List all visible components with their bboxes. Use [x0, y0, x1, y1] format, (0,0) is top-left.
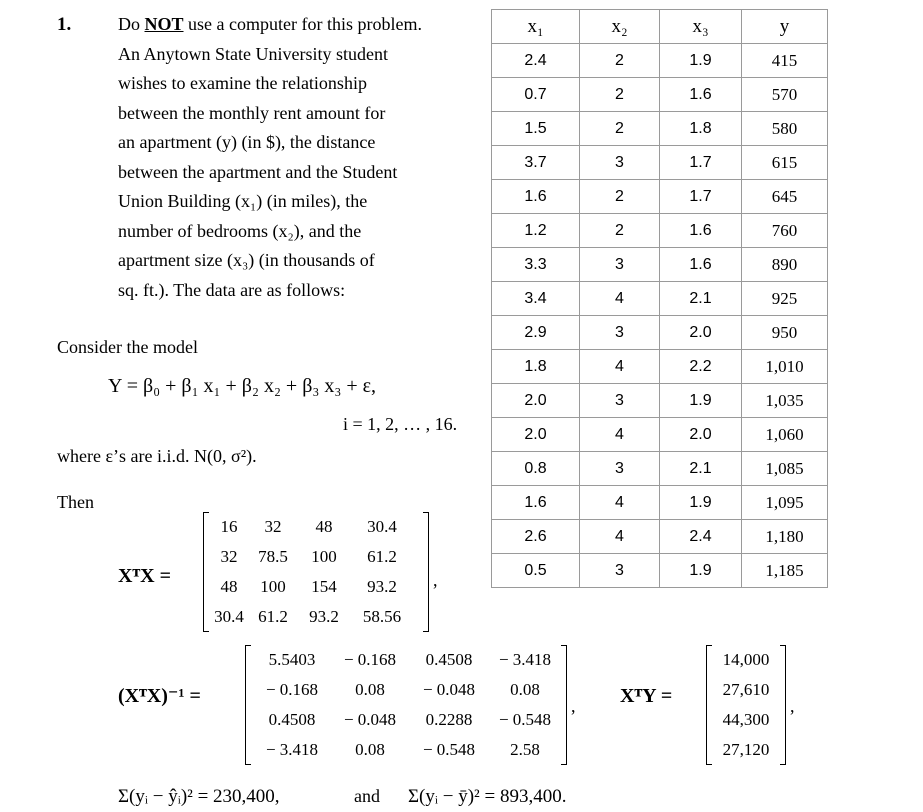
header-y: y: [742, 10, 828, 44]
xty-label: XᵀY =: [620, 685, 673, 707]
error-assumption: where ε’s are i.i.d. N(0, σ²).: [57, 446, 257, 466]
matrix-cell: − 3.418: [498, 650, 552, 669]
table-cell: 1.7: [660, 146, 742, 180]
table-cell: 2.0: [492, 384, 580, 418]
matrix-cell: 30.4: [214, 607, 244, 626]
line1-pre: Do: [118, 14, 145, 34]
header-x1: x₁: [492, 10, 580, 44]
table-row: [492, 316, 828, 350]
table-cell: 1.6: [660, 248, 742, 282]
table-cell: 645: [742, 180, 828, 214]
matrix-cell: − 0.168: [265, 680, 319, 699]
problem-line: Union Building (x₁) (in miles), the: [118, 191, 368, 211]
table-cell: 2: [580, 214, 660, 248]
problem-line: number of bedrooms (x₂), and the: [118, 220, 362, 241]
table-cell: 2: [580, 180, 660, 214]
table-row: [492, 112, 828, 146]
matrix-cell: − 0.548: [422, 740, 476, 759]
matrix-cell: 154: [311, 577, 337, 596]
matrix-row: [203, 512, 429, 542]
table-row: [492, 384, 828, 418]
table-cell: 950: [742, 316, 828, 350]
table-cell: 1.7: [660, 180, 742, 214]
matrix-row: [245, 675, 567, 705]
table-cell: 1,180: [742, 520, 828, 554]
matrix-cell: 32: [220, 547, 238, 566]
table-cell: 1.9: [660, 384, 742, 418]
matrix-cell: 48: [315, 517, 333, 536]
problem-line: An Anytown State University student: [118, 43, 388, 64]
table-cell: 1.8: [660, 112, 742, 146]
matrix-cell: − 0.048: [422, 680, 476, 699]
table-cell: 4: [580, 350, 660, 384]
table-cell: 2.1: [660, 452, 742, 486]
table-cell: 925: [742, 282, 828, 316]
matrix-cell: − 0.548: [498, 710, 552, 729]
table-cell: 4: [580, 520, 660, 554]
table-cell: 0.5: [492, 554, 580, 588]
table-cell: 1.5: [492, 112, 580, 146]
matrix-cell: 93.2: [367, 577, 397, 596]
matrix-cell: 61.2: [258, 607, 288, 626]
matrix-cell: 14,000: [722, 650, 770, 669]
table-row: [492, 554, 828, 588]
table-cell: 2.4: [492, 44, 580, 78]
table-cell: 1.9: [660, 486, 742, 520]
sst-expression: Σ(yᵢ − ȳ)² = 893,400.: [408, 786, 567, 807]
table-cell: 1,185: [742, 554, 828, 588]
matrix-row: [203, 572, 429, 602]
table-cell: 3.4: [492, 282, 580, 316]
header-x2: x₂: [580, 10, 660, 44]
consider-text: Consider the model: [57, 337, 198, 357]
xtx-inverse-label: (XᵀX)⁻¹ =: [118, 685, 201, 707]
matrix-row: [245, 645, 567, 675]
matrix-cell: 48: [220, 577, 238, 596]
matrix-cell: 0.08: [355, 740, 385, 759]
table-cell: 2.2: [660, 350, 742, 384]
table-row: [492, 452, 828, 486]
matrix-cell: 0.2288: [425, 710, 473, 729]
matrix-cell: 0.4508: [268, 710, 316, 729]
table-cell: 2.1: [660, 282, 742, 316]
table-cell: 1.6: [492, 180, 580, 214]
table-row: [492, 180, 828, 214]
problem-line: sq. ft.). The data are as follows:: [118, 279, 346, 300]
data-table: [491, 9, 828, 588]
table-cell: 1.9: [660, 554, 742, 588]
matrix-cell: 32: [264, 517, 282, 536]
matrix-cell: 0.08: [510, 680, 540, 699]
table-cell: 2.0: [660, 418, 742, 452]
table-cell: 2: [580, 44, 660, 78]
table-cell: 0.8: [492, 452, 580, 486]
table-cell: 2: [580, 112, 660, 146]
table-cell: 1,035: [742, 384, 828, 418]
matrix-row: [706, 705, 786, 735]
table-cell: 3: [580, 554, 660, 588]
table-cell: 1,010: [742, 350, 828, 384]
matrix-row: [245, 705, 567, 735]
table-cell: 1.6: [660, 214, 742, 248]
table-row: [492, 214, 828, 248]
table-cell: 2: [580, 78, 660, 112]
line1-post: use a computer for this problem.: [183, 14, 422, 34]
problem-line: apartment size (x₃) (in thousands of: [118, 250, 375, 270]
matrix-row: [203, 542, 429, 572]
problem-line-1: [118, 10, 478, 40]
table-cell: 4: [580, 282, 660, 316]
matrix-cell: 5.5403: [268, 650, 316, 669]
sse-expression: Σ(yᵢ − ŷᵢ)² = 230,400,: [118, 786, 280, 807]
table-cell: 1.2: [492, 214, 580, 248]
table-cell: 3: [580, 146, 660, 180]
problem-line: an apartment (y) (in $), the distance: [118, 132, 376, 152]
table-cell: 4: [580, 486, 660, 520]
index-range: i = 1, 2, … , 16.: [343, 414, 458, 434]
matrix-cell: 100: [260, 577, 286, 596]
table-cell: 3.3: [492, 248, 580, 282]
problem-line: wishes to examine the relationship: [118, 73, 367, 93]
matrix-cell: 16: [220, 517, 238, 536]
matrix-row: [706, 735, 786, 765]
table-cell: 1,095: [742, 486, 828, 520]
table-cell: 0.7: [492, 78, 580, 112]
matrix-cell: − 3.418: [265, 740, 319, 759]
table-cell: 1.9: [660, 44, 742, 78]
table-cell: 3: [580, 248, 660, 282]
table-cell: 2.6: [492, 520, 580, 554]
problem-line: between the monthly rent amount for: [118, 102, 386, 123]
table-cell: 2.0: [660, 316, 742, 350]
matrix-cell: 100: [311, 547, 337, 566]
matrix-cell: 2.58: [510, 740, 540, 759]
table-row: [492, 146, 828, 180]
matrix-cell: 30.4: [367, 517, 397, 536]
table-cell: 1.6: [660, 78, 742, 112]
table-row: [492, 486, 828, 520]
xtx-label: XᵀX =: [118, 565, 171, 587]
table-cell: 760: [742, 214, 828, 248]
table-row: [492, 44, 828, 78]
and-text: and: [354, 786, 380, 806]
problem-line: between the apartment and the Student: [118, 161, 398, 182]
table-row: [492, 418, 828, 452]
table-cell: 4: [580, 418, 660, 452]
table-row: [492, 78, 828, 112]
model-equation: Y = β₀ + β₁ x₁ + β₂ x₂ + β₃ x₃ + ε,: [108, 375, 377, 397]
matrix-row: [245, 735, 567, 765]
matrix-row: [706, 645, 786, 675]
xtx-inverse-matrix: [245, 645, 567, 765]
table-cell: 1,060: [742, 418, 828, 452]
table-cell: 3: [580, 452, 660, 486]
matrix-cell: 58.56: [362, 607, 402, 626]
xtx-matrix: [203, 512, 429, 632]
matrix-cell: 78.5: [258, 547, 288, 566]
table-cell: 415: [742, 44, 828, 78]
xty-comma: ,: [790, 696, 795, 716]
table-cell: 2.9: [492, 316, 580, 350]
table-row: [492, 350, 828, 384]
table-cell: 2.4: [660, 520, 742, 554]
table-header-row: [492, 10, 828, 44]
matrix-cell: − 0.048: [343, 710, 397, 729]
matrix-cell: − 0.168: [343, 650, 397, 669]
matrix-cell: 0.08: [355, 680, 385, 699]
table-cell: 890: [742, 248, 828, 282]
table-row: [492, 282, 828, 316]
matrix-cell: 27,610: [722, 680, 770, 699]
table-cell: 615: [742, 146, 828, 180]
header-x3: x₃: [660, 10, 742, 44]
table-cell: 1,085: [742, 452, 828, 486]
xtx-inverse-comma: ,: [571, 696, 576, 716]
table-cell: 570: [742, 78, 828, 112]
table-cell: 2.0: [492, 418, 580, 452]
table-cell: 1.6: [492, 486, 580, 520]
matrix-cell: 27,120: [722, 740, 770, 759]
not-emphasis: NOT: [144, 14, 184, 34]
table-row: [492, 520, 828, 554]
table-row: [492, 248, 828, 282]
then-text: Then: [57, 492, 94, 512]
table-cell: 580: [742, 112, 828, 146]
table-cell: 1.8: [492, 350, 580, 384]
matrix-row: [203, 602, 429, 632]
matrix-cell: 0.4508: [425, 650, 473, 669]
table-cell: 3: [580, 384, 660, 418]
table-cell: 3: [580, 316, 660, 350]
matrix-cell: 61.2: [367, 547, 397, 566]
xtx-comma: ,: [433, 570, 438, 590]
table-cell: 3.7: [492, 146, 580, 180]
matrix-cell: 93.2: [309, 607, 339, 626]
matrix-cell: 44,300: [722, 710, 770, 729]
xty-vector: [706, 645, 786, 765]
problem-description: [118, 10, 478, 305]
matrix-row: [706, 675, 786, 705]
problem-number: 1.: [57, 14, 72, 35]
